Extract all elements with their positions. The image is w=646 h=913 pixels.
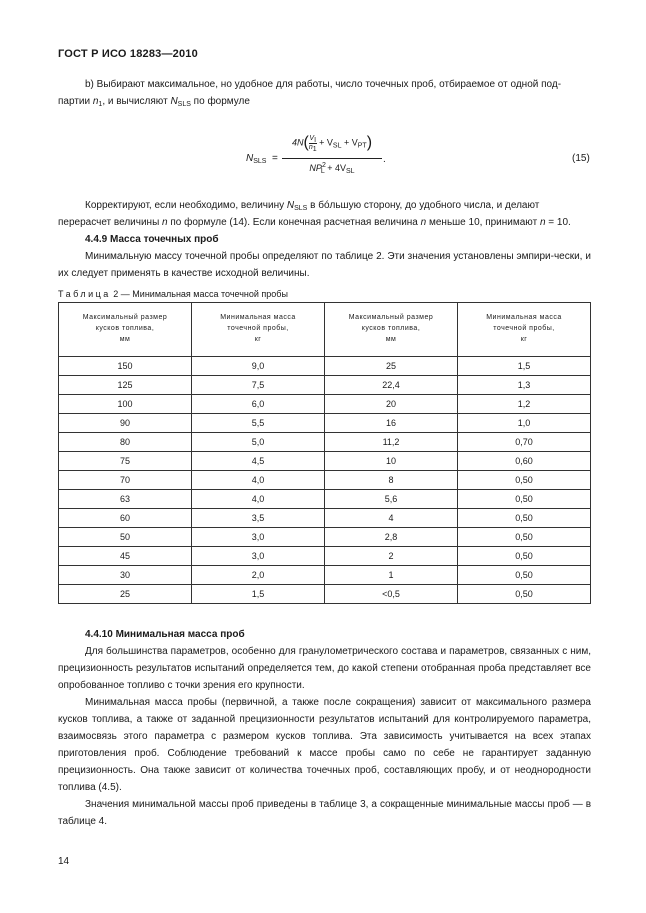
header-max-size (59, 303, 192, 357)
table-body (59, 357, 591, 604)
header-line: точечной пробы, (493, 325, 555, 332)
table-row (59, 395, 591, 414)
table-cell: 2 (325, 547, 458, 566)
table-cell: 7,5 (192, 376, 325, 395)
table-cell: 150 (59, 357, 192, 376)
symbol-n: n (162, 217, 168, 228)
correction-text: меньше 10, принимают (426, 217, 540, 228)
fraction-bar (282, 158, 382, 159)
table-caption-text: 2 — Минимальная масса точечной пробы (110, 289, 288, 299)
table-cell: 75 (59, 452, 192, 471)
table-header-row (59, 303, 591, 357)
correction-text: перерасчет величины (58, 217, 163, 228)
formula-lhs (246, 153, 266, 164)
intro-text: по формуле (190, 96, 250, 107)
section-4-4-10-para-1: Для большинства параметров, особенно для гранулометрического состава и параметров, связанных с ним, прецизионность результатов испытаний определяется тем, до какой степени отобранная проба представляет все опробованное топливо с точки зрения его крупности. (58, 646, 591, 691)
header-min-mass (192, 303, 325, 357)
table-cell: 9,0 (192, 357, 325, 376)
correction-line-2 (58, 214, 591, 231)
correction-text: Корректируют, если необходимо, величину (85, 200, 287, 211)
section-4-4-10 (58, 626, 591, 830)
table-cell: 0,50 (458, 471, 591, 490)
formula-term: 4N (291, 137, 304, 148)
page-number: 14 (58, 856, 70, 867)
subscript: L (320, 168, 325, 175)
header-line: Максимальный размер (82, 314, 168, 321)
table-row (59, 433, 591, 452)
table-cell: 5,0 (192, 433, 325, 452)
table-cell: 80 (59, 433, 192, 452)
table-cell: 2,8 (325, 528, 458, 547)
table-cell: 1 (325, 566, 458, 585)
equation-number: (15) (572, 153, 590, 164)
superscript: 2 (321, 162, 326, 169)
table-row (59, 471, 591, 490)
subscript: PT (357, 142, 367, 150)
table-cell: 11,2 (325, 433, 458, 452)
table-caption-word: Таблица (58, 289, 111, 299)
subscript: SL (346, 168, 355, 175)
table-cell: 25 (325, 357, 458, 376)
table-row (59, 528, 591, 547)
section-4-4-10-para-2: Минимальная масса пробы (первичной, а также после сокращения) зависит от максимального размера кусков топлива, а также от заданной прецизионности результатов испытаний для контролируемого параметра, взаимосвязь этого параметра с размером кусков топлива. Эта зависимость учитывается на всех этапах приготовления проб. Соблюдение требований к массе пробы само по себе не гарантирует заданную прецизионность. Она также зависит от количества точечных проб, составляющих пробу, и от неоднородности топлива (4.5). (58, 697, 591, 793)
correction-line-1 (58, 197, 591, 214)
table-cell: 6,0 (192, 395, 325, 414)
header-max-size (325, 303, 458, 357)
table-cell: 8 (325, 471, 458, 490)
table-row (59, 547, 591, 566)
table-cell: 0,50 (458, 528, 591, 547)
header-line: Максимальный размер (348, 314, 434, 321)
table-row (59, 490, 591, 509)
symbol-n: n (92, 96, 99, 107)
symbol-n: n (539, 217, 546, 228)
formula-term: + V (319, 137, 333, 148)
table-cell: <0,5 (325, 585, 458, 604)
formula-denominator (282, 163, 382, 173)
table-cell: 25 (59, 585, 192, 604)
table-cell: 5,6 (325, 490, 458, 509)
correction-text: по формуле (14). Если конечная расчетная величина (167, 217, 421, 228)
formula-numerator (282, 134, 382, 152)
correction-text: в бóльшую сторону, до удобного числа, и делают (307, 200, 540, 211)
table-cell: 0,70 (458, 433, 591, 452)
table-cell: 3,0 (192, 547, 325, 566)
table-cell: 50 (59, 528, 192, 547)
table-caption (58, 289, 288, 299)
table-cell: 4,0 (192, 471, 325, 490)
table-2 (58, 302, 591, 604)
correction-text: = 10. (545, 217, 571, 228)
formula-lhs-symbol: N (246, 153, 254, 164)
subscript: 1 (312, 145, 317, 153)
table-cell: 0,50 (458, 547, 591, 566)
table-cell: 16 (325, 414, 458, 433)
formula-inner-fraction (309, 135, 317, 152)
inner-numerator (309, 135, 317, 143)
symbol-N: N (286, 200, 295, 211)
header-min-mass (458, 303, 591, 357)
section-heading-4-4-10: 4.4.10 Минимальная масса проб (85, 629, 245, 640)
symbol-N: N (170, 96, 178, 107)
table-cell: 0,60 (458, 452, 591, 471)
formula-15 (246, 132, 396, 182)
header-line: кусков топлива, (361, 325, 421, 332)
table-row (59, 566, 591, 585)
table-row (59, 452, 591, 471)
intro-line-2 (58, 93, 591, 110)
formula-term: NP (309, 163, 322, 173)
subscript: SLS (177, 101, 191, 108)
table-cell: 0,50 (458, 585, 591, 604)
header-line: кусков топлива, (95, 325, 155, 332)
symbol-n: n (420, 217, 427, 228)
table-cell: 0,50 (458, 566, 591, 585)
table-cell: 1,3 (458, 376, 591, 395)
right-paren-icon: ) (366, 134, 373, 151)
table-cell: 10 (325, 452, 458, 471)
correction-paragraph (58, 197, 591, 282)
table-cell: 4,0 (192, 490, 325, 509)
formula-equals: = (272, 153, 278, 164)
header-unit: кг (254, 336, 262, 343)
intro-text: партии (58, 96, 93, 107)
table-row (59, 414, 591, 433)
table-row (59, 509, 591, 528)
table-row (59, 585, 591, 604)
table-cell: 4,5 (192, 452, 325, 471)
section-heading-4-4-9: 4.4.9 Масса точечных проб (85, 234, 219, 245)
header-unit: кг (520, 336, 528, 343)
table-cell: 3,5 (192, 509, 325, 528)
table-cell: 0,50 (458, 490, 591, 509)
intro-paragraph (58, 76, 591, 110)
header-line: точечной пробы, (227, 325, 289, 332)
header-line: Минимальная масса (486, 314, 562, 321)
subscript: SLS (294, 205, 308, 212)
left-paren-icon: ( (303, 134, 309, 151)
subscript: SL (332, 142, 342, 150)
table-cell: 3,0 (192, 528, 325, 547)
table-row (59, 357, 591, 376)
table-cell: 100 (59, 395, 192, 414)
table-cell: 63 (59, 490, 192, 509)
table-cell: 70 (59, 471, 192, 490)
intro-text: , и вычисляют (102, 96, 171, 107)
subscript: 1 (98, 101, 103, 108)
page-header: ГОСТ Р ИСО 18283—2010 (58, 48, 198, 60)
table-cell: 1,2 (458, 395, 591, 414)
table-cell: 2,0 (192, 566, 325, 585)
table-cell: 1,5 (192, 585, 325, 604)
table-cell: 90 (59, 414, 192, 433)
formula-term: + 4V (324, 163, 347, 173)
intro-line-1: b) Выбирают максимальное, но удобное для работы, число точечных проб, отбираемое от одной под- (85, 79, 562, 90)
table-cell: 0,50 (458, 509, 591, 528)
table-cell: 4 (325, 509, 458, 528)
formula-term: n (308, 143, 313, 151)
header-unit: мм (385, 336, 397, 343)
formula-term: + V (343, 137, 358, 148)
subscript: I (314, 136, 317, 144)
section-4-4-10-para-3: Значения минимальной массы проб приведены в таблице 3, а сокращенные минимальные массы проб — в таблице 4. (58, 799, 591, 827)
table-cell: 1,0 (458, 414, 591, 433)
inner-denominator (309, 143, 317, 152)
formula-term: V (309, 134, 315, 142)
table-cell: 60 (59, 509, 192, 528)
table-cell: 20 (325, 395, 458, 414)
header-line: Минимальная масса (220, 314, 296, 321)
section-4-4-9-text: Минимальную массу точечной пробы определяют по таблице 2. Эти значения установлены эмпири-чески, и их следует применять в качестве исходной величины. (58, 251, 591, 279)
table-cell: 22,4 (325, 376, 458, 395)
subscript: SLS (253, 158, 267, 165)
table-cell: 125 (59, 376, 192, 395)
table-cell: 1,5 (458, 357, 591, 376)
table-cell: 45 (59, 547, 192, 566)
table-row (59, 376, 591, 395)
table-cell: 30 (59, 566, 192, 585)
formula-dot: . (383, 154, 386, 165)
table-cell: 5,5 (192, 414, 325, 433)
header-unit: мм (119, 336, 131, 343)
